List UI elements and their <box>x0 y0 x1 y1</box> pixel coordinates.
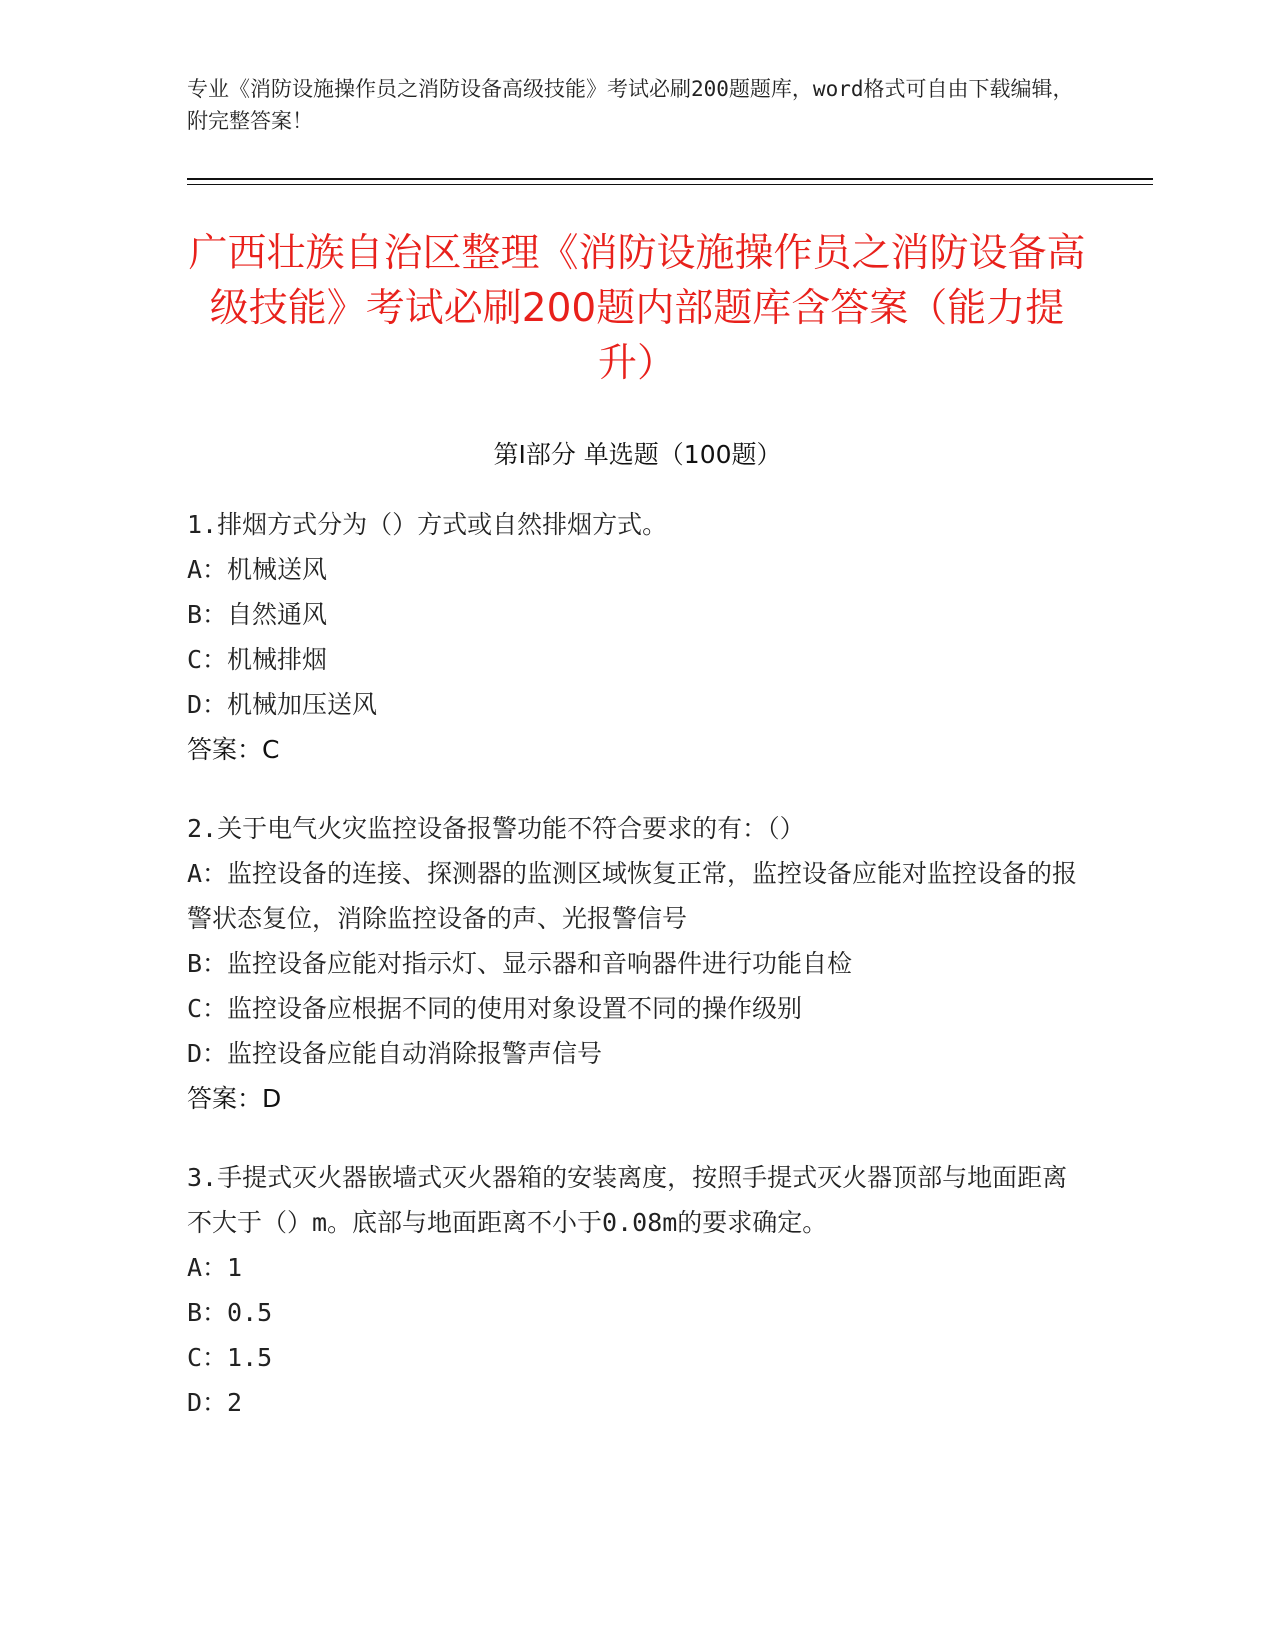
document-title: 广西壮族自治区整理《消防设施操作员之消防设备高级技能》考试必刷200题内部题库含答案（能力提升） <box>188 231 1086 386</box>
question-answer: 答案：D <box>187 1084 282 1113</box>
option-b: B：自然通风 <box>187 600 328 629</box>
question-3 <box>187 1155 1087 1425</box>
option-b: B：0.5 <box>187 1298 273 1327</box>
option-c: C：监控设备应根据不同的使用对象设置不同的操作级别 <box>187 994 803 1023</box>
option-c: C：1.5 <box>187 1343 273 1372</box>
option-c: C：机械排烟 <box>187 645 328 674</box>
option-d: D：2 <box>187 1388 243 1417</box>
question-stem: 1.排烟方式分为（）方式或自然排烟方式。 <box>187 510 668 539</box>
option-b: B：监控设备应能对指示灯、显示器和音响器件进行功能自检 <box>187 949 853 978</box>
option-d: D：监控设备应能自动消除报警声信号 <box>187 1039 603 1068</box>
question-1 <box>187 502 1087 772</box>
question-stem: 2.关于电气火灾监控设备报警功能不符合要求的有：（） <box>187 814 805 843</box>
section-heading: 第I部分 单选题（100题） <box>493 440 782 469</box>
question-stem: 3.手提式灭火器嵌墙式灭火器箱的安装离度，按照手提式灭火器顶部与地面距离不大于（）m。底部与地面距离不小于0.08m的要求确定。 <box>187 1163 1068 1237</box>
option-a: A：1 <box>187 1253 243 1282</box>
question-answer: 答案：C <box>187 735 280 764</box>
header-note: 专业《消防设施操作员之消防设备高级技能》考试必刷200题题库，word格式可自由下载编辑，附完整答案！ <box>187 77 1074 133</box>
option-d: D：机械加压送风 <box>187 690 378 719</box>
header-divider-thick <box>187 178 1153 180</box>
option-a: A：监控设备的连接、探测器的监测区域恢复正常，监控设备应能对监控设备的报警状态复位，消除监控设备的声、光报警信号 <box>187 859 1078 933</box>
question-2 <box>187 806 1087 1121</box>
option-a: A：机械送风 <box>187 555 328 584</box>
header-divider-thin <box>187 184 1153 185</box>
